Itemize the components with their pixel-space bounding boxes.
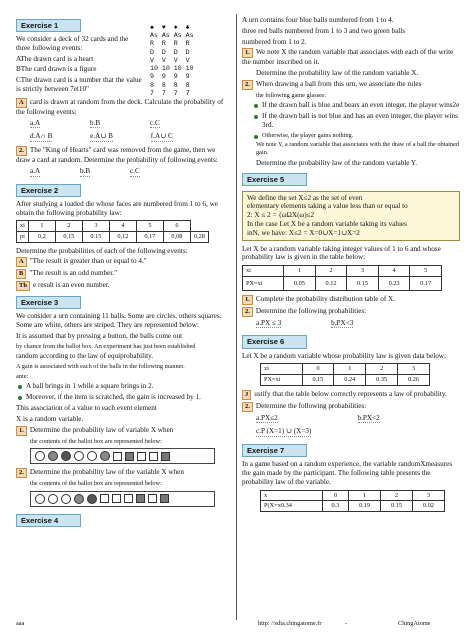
ex3-p1: We consider a urn containing 11 balls. Some are circles, others squares. Some are white, others are striped. They are represented below:	[16, 312, 222, 330]
left-column	[16, 16, 230, 530]
exercise-2-title: Exercise 2	[16, 184, 81, 197]
urn-p2: three red balls numbered from 1 to 3 and two green balls	[242, 26, 406, 35]
exercise-5-title: Exercise 5	[242, 173, 307, 186]
table-row: P(X=x0.34 0.3 0.19 0.15 0.02	[261, 501, 445, 512]
ex3-p4: This association of a value to each event element	[16, 404, 157, 413]
definition-box: We define the set X≤2 as the set of even elementary elements taking a value less than or equal to 2: X ≤ 2 = {ωΩX(ω)≤2 In the case Let X be a random variable taking its values inN, we have: X≤2 = X=0∪X=1∪X=2	[242, 191, 460, 241]
table-row: x 0 1 2 3	[261, 490, 445, 501]
exercise-3-title: Exercise 3	[16, 296, 81, 309]
ex3-p3b: ante:	[16, 372, 29, 380]
ex1-event-a: AThe drawn card is a heart	[16, 54, 94, 63]
white-square-icon	[100, 494, 109, 503]
exercise-7-title: Exercise 7	[242, 444, 307, 457]
urn-q2d: Determine the probability law of the random variable Y.	[256, 158, 418, 167]
ex2-probability-table	[16, 220, 209, 242]
ex6-q2: 2. Determine the following probabilities:	[242, 402, 460, 412]
column-divider	[236, 14, 237, 620]
ex1-intro: We consider a deck of 32 cards and the three following events:	[16, 35, 129, 52]
exercise-4-title: Exercise 4	[16, 514, 81, 527]
ex2-ask: Determine the probabilities of each of the following events:	[16, 246, 188, 255]
ex3-p2-small: by chance from the ballot box. An experiment has just been established	[16, 342, 196, 350]
ex2-item-a: A "The result is greater than or equal to 4."	[16, 257, 230, 267]
table-row: PX=xi 0.15 0.24 0.35 0.26	[261, 375, 430, 386]
ballot-box-1	[30, 448, 215, 464]
card-row: 10 10 10 10	[150, 65, 194, 73]
card-row: As As As As	[150, 32, 194, 40]
ex6-p1: Let X be a random variable whose probability law is given data below:	[242, 351, 446, 360]
ex6-probability-table	[260, 363, 430, 385]
ex6-q2-answers	[256, 414, 460, 424]
ex1-q1-answers	[30, 119, 230, 129]
white-ball-icon	[48, 494, 58, 504]
white-ball-icon	[61, 494, 71, 504]
ex5-q2: 2. Determine the following probabilities:	[242, 307, 460, 317]
striped-ball-icon	[100, 451, 110, 461]
striped-ball-icon	[61, 451, 71, 461]
striped-ball-icon	[74, 494, 84, 504]
ex1-answer-f[interactable]: f.A∪ C	[150, 132, 173, 141]
striped-square-icon	[125, 452, 134, 461]
ex3-q1: 1. Determine the probability law of variable X when	[16, 426, 230, 436]
table-row: xi 1 2 3 4 5	[243, 266, 442, 277]
table-row: PX=xi 0.05 0.12 0.15 0.23 0.17	[243, 276, 442, 290]
footer-dash: -	[345, 620, 348, 627]
urn-rule-2: If the drawn ball is not blue and has an even integer, the player wins 3rd.	[252, 112, 460, 130]
ex1-q1-number: A	[16, 98, 27, 108]
ex6-q2-answers-2	[256, 427, 460, 437]
ex1-event-b: BThe card drawn is a figure	[16, 65, 97, 74]
striped-square-icon	[161, 452, 170, 461]
urn-q2c: We note Y, a random variable that associates with the draw of a ball the obtained gain.	[256, 141, 460, 157]
card-row: R R R R	[150, 40, 190, 48]
exercise-1-title: Exercise 1	[16, 19, 81, 32]
ex1-q2-answers	[30, 167, 230, 177]
ex1-q2-number: 2.	[16, 146, 27, 156]
striped-square-icon	[160, 494, 169, 503]
card-row: 9 9 9 9	[150, 73, 190, 81]
white-ball-icon	[74, 451, 84, 461]
urn-p3: numbered from 1 to 2.	[242, 37, 307, 46]
urn-q2-small: the following game glasses:	[256, 91, 327, 99]
urn-q1b: Determine the probability law of the random variable X.	[256, 69, 419, 78]
ex3-p3: A gain is associated with each of the balls in the following manner.	[16, 363, 185, 371]
ex1-q2-answer-b[interactable]: b.B	[79, 166, 91, 175]
ex2-item-c: Th e result is an even number.	[16, 281, 230, 291]
urn-rule-3: Otherwise, the player gains nothing.	[252, 132, 460, 140]
urn-rule-1: If the drawn ball is blue and bears an even integer, the player wins2e	[252, 101, 460, 110]
ex1-q1-answers-2	[30, 132, 230, 142]
ballot-box-2	[30, 491, 215, 507]
card-deck-grid	[150, 24, 194, 98]
ex3-q2-small: the contents of the ballot box are represented below:	[30, 480, 162, 488]
ex6-answer-a[interactable]: a.PX≤2	[256, 413, 278, 422]
ex5-probability-table	[242, 265, 442, 291]
urn-q1: 1. We note X the random variable that associates with each of the write the number inscribed on it.	[242, 48, 454, 67]
footer-left: aaa	[16, 620, 25, 627]
white-square-icon	[112, 494, 121, 503]
card-row: 7 7 7 7	[150, 89, 190, 97]
exercise-6-title: Exercise 6	[242, 335, 307, 348]
striped-ball-icon	[48, 451, 58, 461]
ex5-answer-b[interactable]: b.PX<3	[331, 318, 354, 327]
ex1-answer-e[interactable]: e.A∪ B	[90, 132, 113, 141]
white-square-icon	[113, 452, 122, 461]
urn-q2: 2. When drawing a ball from this urn, we associate the rules	[242, 80, 460, 90]
footer-brand: ChingAtome	[398, 620, 431, 627]
ex7-p1: In a game based on a random experience, the variable randomXmeasures the gain made by the participant. The following table presents the probability law of the variable.	[242, 460, 453, 486]
card-row: V V V V	[150, 56, 190, 64]
suits-row: ♠ ♥ ♦ ♣	[150, 24, 190, 31]
ex1-q2: 2. The "King of Hearts" card was removed from the game, then we draw a card at random. Determine the probability of following events:	[16, 146, 218, 165]
urn-p1: A urn contains four blue balls numbered from 1 to 4.	[242, 16, 394, 24]
ex3-bullet-2: Moreover, if the item is scratched, the gain is increased by 1.	[16, 393, 230, 402]
white-square-icon	[124, 494, 133, 503]
ex5-answer-a[interactable]: a.PX ≤ 3	[256, 318, 282, 327]
ex1-answer-b[interactable]: b.B	[89, 118, 101, 127]
table-row: xi 1 2 3 4 5 6	[17, 221, 209, 232]
white-square-icon	[148, 494, 157, 503]
white-square-icon	[149, 452, 158, 461]
ex7-probability-table	[260, 490, 445, 512]
ex1-answer-d[interactable]: d.A∩ B	[30, 132, 53, 141]
ex1-q2-answer-a[interactable]: a.A	[30, 166, 41, 175]
ex3-q1-small: the contents of the ballot box are represented below:	[30, 437, 162, 445]
ex5-q2-answers	[256, 319, 460, 329]
ex5-p1: Let X be a random variable taking integer values of 1 to 6 and whose probability law is given in the table below:	[242, 244, 441, 262]
right-column	[242, 16, 460, 514]
ex3-p2b: random according to the law of equiprobability.	[16, 352, 154, 361]
ex5-q1: 1. Complete the probability distribution table of X.	[242, 295, 460, 305]
ex2-item-b: B "The result is an odd number."	[16, 269, 230, 279]
card-row: D D D D	[150, 48, 190, 56]
white-ball-icon	[35, 494, 45, 504]
ex6-q1: J ustify that the table below correctly represents a law of probability.	[242, 390, 460, 400]
ex1-q2-answer-c[interactable]: c.C	[129, 166, 140, 175]
card-row: 8 8 8 8	[150, 81, 190, 89]
white-ball-icon	[87, 451, 97, 461]
table-row: xi 0 1 2 3	[261, 364, 430, 375]
ex6-answer-b[interactable]: b.PX<2	[357, 413, 380, 422]
ex3-p2: It is assumed that by pressing a button, the balls come out	[16, 331, 183, 340]
ex3-q2: 2. Determine the probability law of the variable X when	[16, 468, 230, 478]
ex3-p4b: X is a random variable.	[16, 414, 84, 423]
ex1-answer-a[interactable]: a.A	[30, 118, 41, 127]
ex1-q1: A card is drawn at random from the deck. Calculate the probability of the following events:	[16, 97, 224, 116]
white-ball-icon	[35, 451, 45, 461]
table-row: pi 0,2 0,15 0.15 0,12 0,17 0,08 0,28	[17, 231, 209, 242]
footer-url[interactable]: http: //sdia.chingatome.fr	[258, 620, 322, 627]
ex1-answer-c[interactable]: c.C	[149, 118, 160, 127]
striped-ball-icon	[87, 494, 97, 504]
ex1-event-c: CThe drawn card is a number that the value is strictly between 7et10"	[16, 76, 142, 94]
white-square-icon	[137, 452, 146, 461]
ex6-answer-c[interactable]: c.P (X=1) ∪ (X=3)	[256, 427, 312, 436]
ex2-intro: After studying a loaded die whose faces are numbered from 1 to 6, we obtain the following probability law:	[16, 199, 218, 217]
striped-square-icon	[136, 494, 145, 503]
ex3-bullet-1: A ball brings in 1 while a square brings in 2.	[16, 382, 230, 391]
